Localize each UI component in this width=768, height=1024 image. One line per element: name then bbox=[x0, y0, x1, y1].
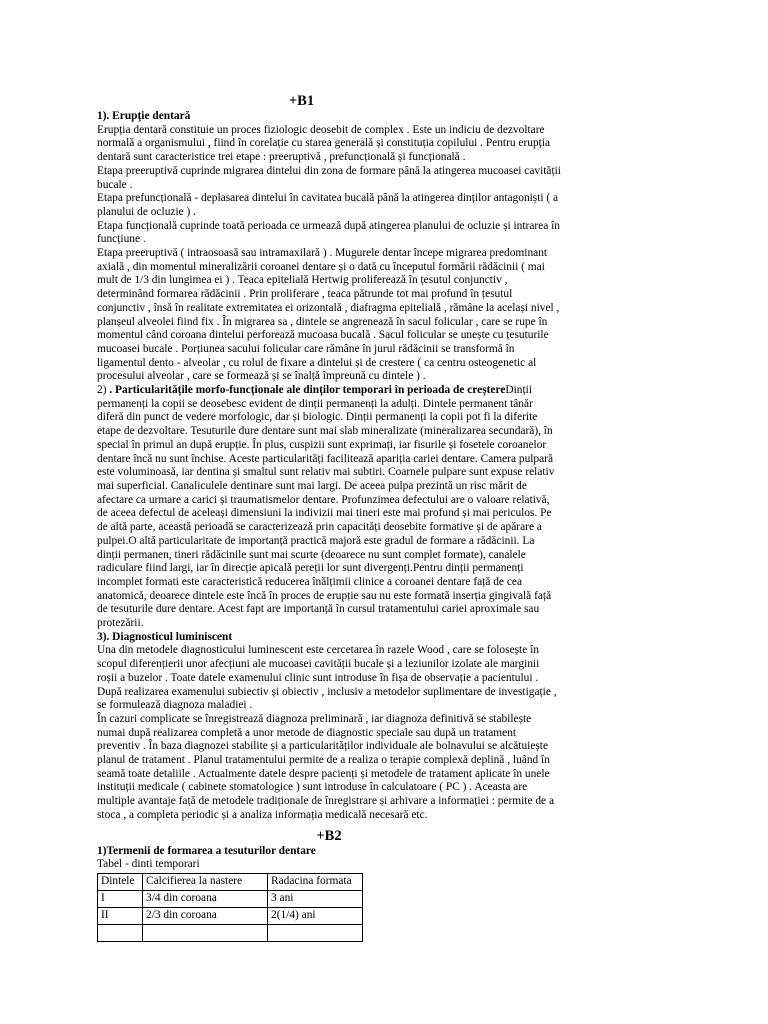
table-row bbox=[98, 924, 363, 941]
table-cell bbox=[143, 924, 268, 941]
section-title: 3). Diagnosticul luminiscent bbox=[97, 630, 233, 643]
paragraph: Etapa funcțională cuprinde toată perioada ce urmează după atingerea planului de ocluzie și intrarea în funcțiune . bbox=[97, 219, 560, 246]
table-cell: 2/3 din coroana bbox=[143, 907, 268, 924]
table-caption: Tabel - dinti temporari bbox=[97, 858, 200, 871]
table-cell: II bbox=[98, 907, 143, 924]
document-page bbox=[97, 92, 561, 942]
table-cell bbox=[268, 924, 363, 941]
section-diagnostic bbox=[97, 631, 561, 823]
table-header-row bbox=[98, 873, 363, 890]
paragraph: În cazuri complicate se înregistrează diagnoza preliminară , iar diagnoza definitivă se stabilește numai după realizarea completă a unor metode de diagnostic speciale sau după un tratament preventiv . În baza diagnozei stabilite și a particularităților individuale ale bolnavului se alcătuiește planul de tratament . Planul tratamentului permite de a realiza o terapie complexă deplină , luând în seamă toate detaliile . Actualmente datele despre pacienți și metodele de tratament aplicate în unele instituții medicale ( cabinete stomatologice ) sunt introduse în calculatoare ( PC ) . Aceasta are multiple avantaje față de metodele tradiționale de înregistrare și arhivare a informației : permite de a stoca , a completa periodic și a analiza informația medicală necesară etc. bbox=[97, 712, 555, 821]
paragraph: Etapa prefuncțională - deplasarea dintelui în cavitatea bucală până la atingerea dinților antagoniști ( a planului de ocluzie ) . bbox=[97, 192, 559, 218]
paragraph: Etapa preeruptivă ( intraosoasă sau intramaxilară ) . Mugurele dentar începe migrarea predominant axială , din momentul mineralizării coroanei dentare și o dată cu începutul formării rădăcinii ( mai mult de 1/3 din lungimea ei ) . Teaca epitelială Hertwig proliferează în țesutul conjunctiv , determinând formarea rădăcinii . Prin proliferare , teaca pătrunde tot mai profund în țesutul conjunctiv , însă în realitate extremitatea ei orizontală , diafragma epitelială , rămâne la același nivel , planșeul alveolei fiind fix . În migrarea sa , dintele se angrenează în sacul folicular , care se rupe în momentul când coroana dintelui perforează mucoasa bucală . Sacul folicular se unește cu țesuturile mucoasei bucale . Porțiunea sacului folicular care rămâne în jurul rădăcinii se transformă în ligamentul dento - alveolar , cu rolul de fixare a dintelui și de crestere ( ca centru osteogenetic al procesului alveolar , care se formează și se înalță împreună cu dintele ) . bbox=[97, 247, 560, 383]
table-cell: I bbox=[98, 890, 143, 907]
heading-b1: +B1 bbox=[288, 93, 315, 109]
table-cell: 2(1/4) ani bbox=[268, 907, 363, 924]
table-cell: 3 ani bbox=[268, 890, 363, 907]
paragraph: Etapa preeruptivă cuprinde migrarea dintelui din zona de formare până la atingerea mucoasei cavității bucale . bbox=[97, 164, 561, 191]
paragraph-text: Dinții permanenți la copii se deosebesc evident de dinții permanenți la adulți. Dintele permanent tânăr diferă din punct de vedere morfologic, dar și biologic. Dinții permanenți la copii pot fi la diferite etape de dezvoltare. Tesuturile dure dentare sunt mai slab mineralizate (mineralizarea secundară), în special în primul an după erupție. În plus, cuspizii sunt exprimați, iar fisurile și fosetele coroanelor dentare încă nu sunt închise. Aceste particularități facilitează apariția cariei dentare. Camera pulpară este voluminoasă, iar dentina și smaltul sunt relativ mai subtiri. Coarnele pulpare sunt expuse relativ mai superficial. Canaliculele dentinare sunt mai largi. De aceea pulpa prezintă un risc mărit de afectare ca urmare a carici și traumatismelor dentare. Profunzimea defectului are o valoare relativă, de aceea defectul de aceleași dimensiuni la indivizii mai tineri este mai profund și mai periculos. Pe de altă parte, această perioadă se caracterizează prin capacități deosebite formative și de apărare a pulpei.O altă particularitate de importanță practică majoră este gradul de formare a rădăcinii. La dinții permanen, tineri rădăcinile sunt mai scurte (deoarece nu sunt complet formate), canalele radiculare fiind largi, iar în direcție apicală pereții lor sunt divergenți.Pentru dinții permanenți incomplet formati este caracteristică reducerea înălțimii clinice a coroanei dentare față de cea anatomică, deoarece dintele este încă în proces de erupție sau nu este formată inserția gingivală față de tesuturile dure dentare. Acest fapt are importanță în cursul tratamentului cariei aproximale sau protezării. bbox=[97, 384, 555, 630]
heading-b2: +B2 bbox=[316, 827, 342, 844]
table-cell bbox=[98, 924, 143, 941]
paragraph bbox=[97, 384, 561, 631]
teeth-table bbox=[97, 873, 363, 942]
section-b2 bbox=[97, 845, 561, 942]
paragraph: Una din metodele diagnosticului luminescent este cercetarea în razele Wood , care se folosește în scopul diferențierii unor afecțiuni ale mucoasei cavității bucale și a leziunilor izolate ale marginii roșii a buzelor . Toate datele examenului clinic sunt introduse în fișa de observație a pacientului . După realizarea examenului subiectiv și obiectiv , inclusiv a metodelor suplimentare de investigație , se formulează diagnoza maladiei . bbox=[97, 644, 557, 712]
section-eruptie bbox=[97, 110, 561, 384]
section-title: 1). Erupție dentară bbox=[97, 110, 191, 122]
table-cell: 3/4 din coroana bbox=[143, 890, 268, 907]
section-number: 2) bbox=[97, 384, 110, 397]
section-title: 1)Termenii de formarea a tesuturilor dentare bbox=[97, 844, 316, 857]
header-cell: Radacina formata bbox=[268, 873, 363, 890]
table-row bbox=[98, 907, 363, 924]
header-cell: Dintele bbox=[98, 873, 143, 890]
table-row bbox=[98, 890, 363, 907]
header-cell: Calcifierea la nastere bbox=[143, 873, 268, 890]
section-particularitati bbox=[97, 384, 561, 631]
section-title: . Particularitățile morfo-funcționale ale dinților temporari în perioada de creștere bbox=[109, 384, 506, 397]
paragraph: Erupția dentară constituie un proces fiziologic deosebit de complex . Este un indiciu de dezvoltare normală a organismului , fiind în corelație cu starea generală și constituția copilului . Pentru erupția dentară sunt caracteristice trei etape : preeruptivă , prefuncțională și funcțională . bbox=[97, 123, 551, 164]
